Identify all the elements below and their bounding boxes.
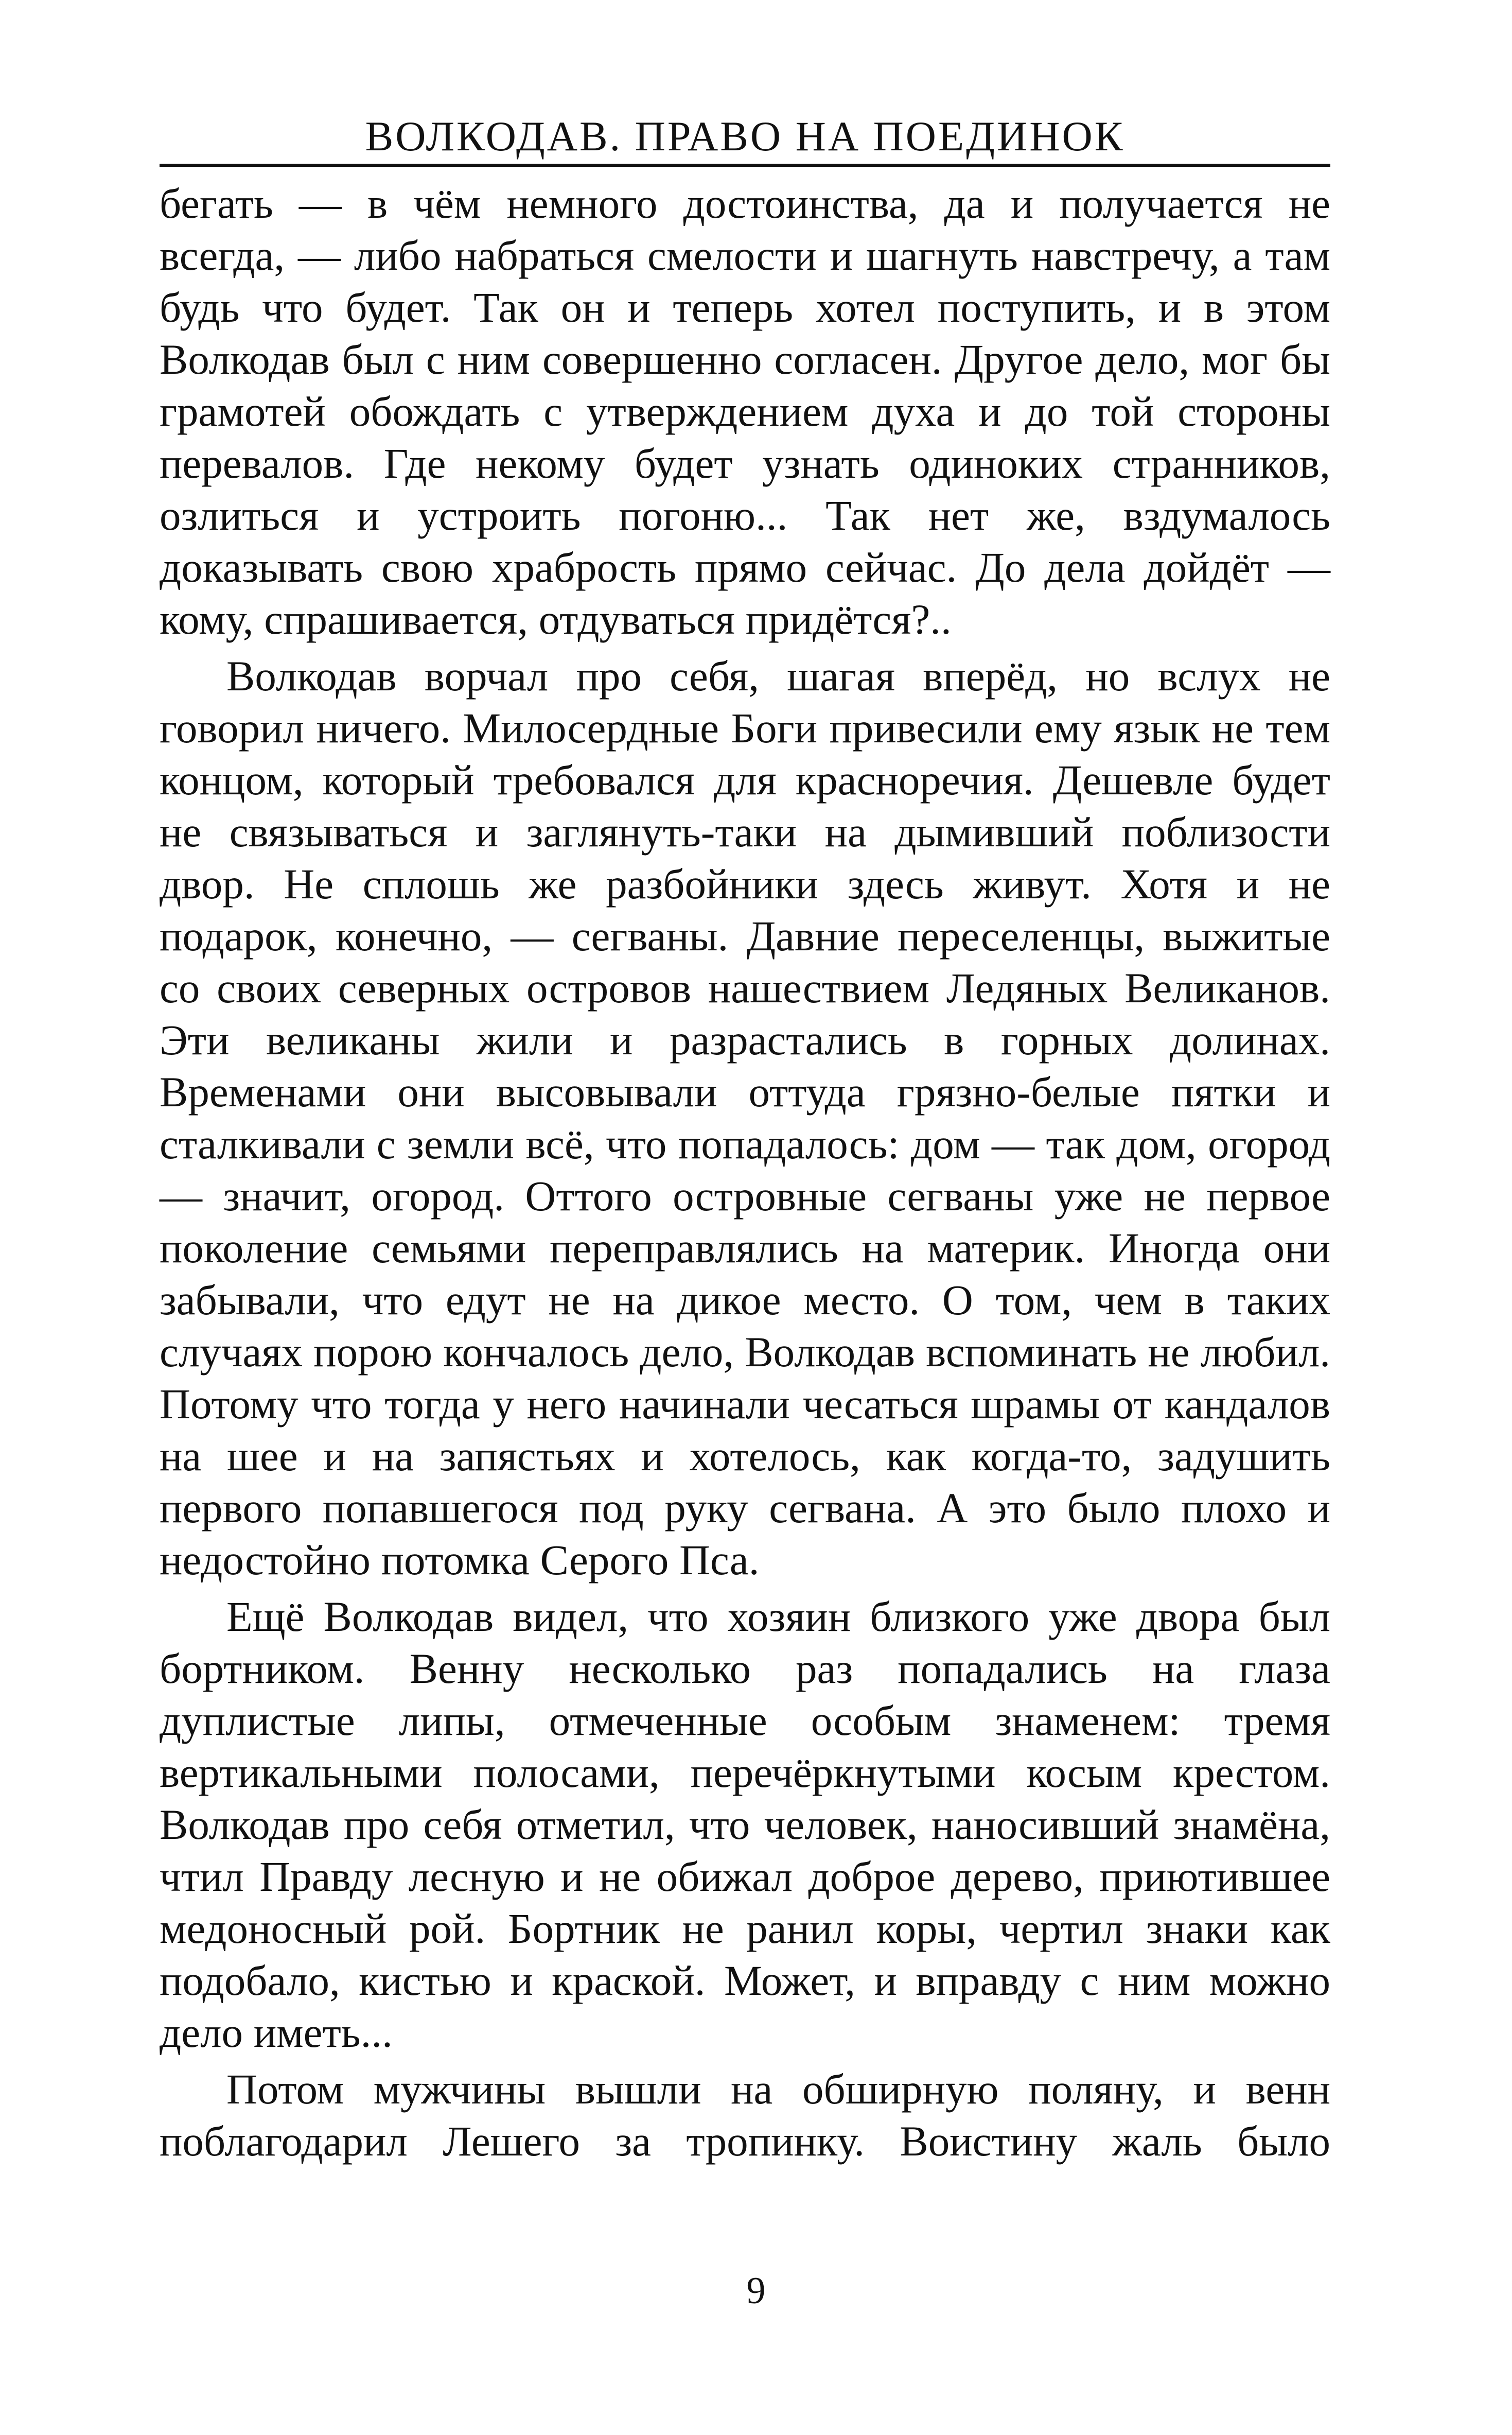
paragraph-continued: бегать — в чём немного достоинства, да и получается не всегда, — либо набраться смелости и шагнуть навстречу, а там будь что будет. Так он и теперь хотел поступить, и в этом Волкодав был с ним совершенно согласен. Другое дело, мог бы грамотей обождать с утверждением духа и до той стороны перевалов. Где некому будет узнать одиноких странников, озлиться и устроить погоню... Так нет же, вздумалось доказывать свою храбрость прямо сейчас. До дела дойдёт — кому, спрашивается, отдуваться придётся?.. [160, 180, 1330, 643]
paragraph-truncated: Потом мужчины вышли на обширную поляну, и венн поблагодарил Лешего за тропинку. Воистину жаль было [160, 2065, 1330, 2165]
paragraph: Волкодав ворчал про себя, шагая вперёд, но вслух не говорил ничего. Милосердные Боги привесили ему язык не тем концом, который требовался для красноречия. Дешевле будет не связываться и заглянуть-таки на дымивший поблизости двор. Не сплошь же разбойники здесь живут. Хотя и не подарок, конечно, — сегваны. Давние переселенцы, выжитые со своих северных островов нашествием Ледяных Великанов. Эти великаны жили и разрастались в горных долинах. Временами они высовывали оттуда грязно-белые пятки и сталкивали с земли всё, что попадалось: дом — так дом, огород — значит, огород. Оттого островные сегваны уже не первое поколение семьями переправлялись на материк. Иногда они забывали, что едут не на дикое место. О том, чем в таких случаях порою кончалось дело, Волкодав вспоминать не любил. Потому что тогда у него начинали чесаться шрамы от кандалов на шее и на запястьях и хотелось, как когда-то, задушить первого попавшегося под руку сегвана. А это было плохо и недостойно потомка Серого Пса. [160, 652, 1330, 1584]
running-title: ВОЛКОДАВ. ПРАВО НА ПОЕДИНОК [365, 113, 1125, 160]
paragraph: Ещё Волкодав видел, что хозяин близкого уже двора был бортником. Венну несколько раз попадались на глаза дуплистые липы, отмеченные особым знаменем: тремя вертикальными полосами, перечёркнутыми косым крестом. Волкодав про себя отметил, что человек, наносивший знамёна, чтил Правду лесную и не обижал доброе дерево, приютившее медоносный рой. Бортник не ранил коры, чертил знаки как подобало, кистью и краской. Может, и вправду с ним можно дело иметь... [160, 1593, 1330, 2056]
body-text [160, 178, 1330, 2167]
header-rule [160, 164, 1330, 167]
page-number: 9 [746, 2270, 766, 2312]
